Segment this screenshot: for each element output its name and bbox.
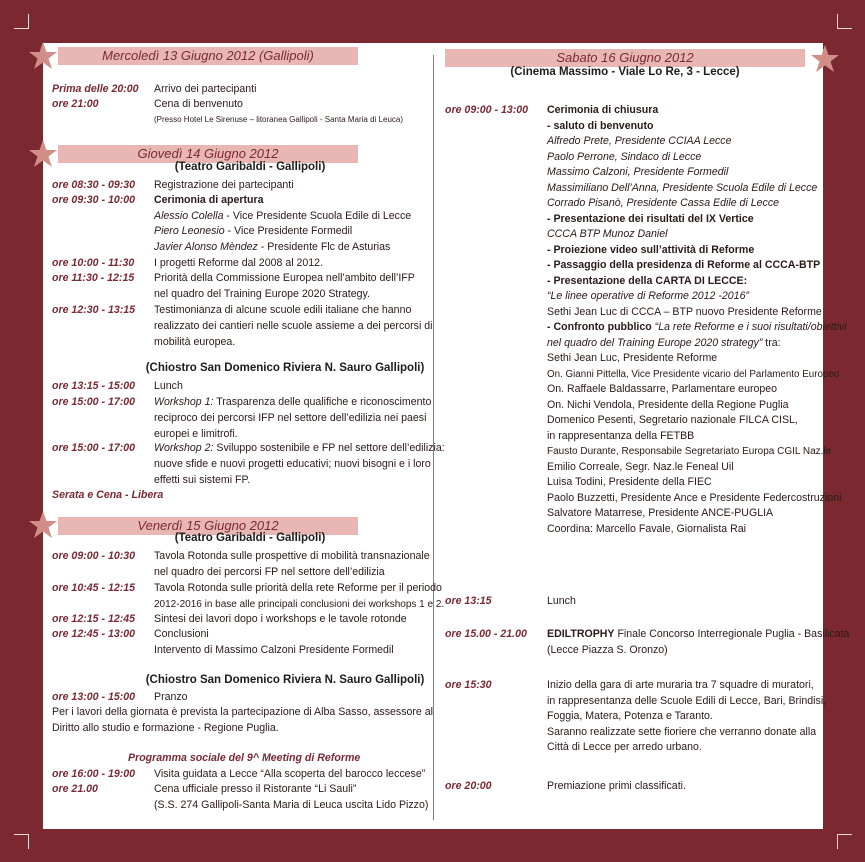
time-label: ore 16:00 - 19:00 [52, 768, 136, 780]
time-label: ore 20:00 [445, 780, 492, 792]
social-programme-title: Programma sociale del 9^ Meeting di Reforme [128, 752, 361, 764]
item-text: Lunch [154, 380, 183, 392]
time-label: ore 12:15 - 12:45 [52, 613, 136, 625]
time-label: ore 15:00 - 17:00 [52, 396, 136, 408]
time-label: ore 13:15 [445, 595, 492, 607]
day-banner-wednesday [58, 47, 358, 65]
venue-label: (Teatro Garibaldi - Gallipoli) [174, 532, 326, 544]
speaker: Alessio Colella - Vice Presidente Scuola Edile di Lecce [154, 210, 412, 222]
item-text: Inizio della gara di arte muraria tra 7 squadre di muratori, in rappresentanza delle Scuole Edili di Lecce, Bari, Brindisi, Foggia, Matera, Potenza e Taranto. Saranno realizzate sette fioriere che verranno donate alla Città di Lecce per arredo urbano. [547, 679, 827, 753]
time-label: ore 09:00 - 10:30 [52, 550, 136, 562]
item-text: effetti sui sistemi FP. [154, 474, 251, 486]
item-text: nuove sfide e nuovi progetti educativi; nuovi bisogni e i loro [154, 458, 431, 470]
item-text: Pranzo [154, 691, 188, 703]
item-text: EDILTROPHY Finale Concorso Interregionale Puglia - Basilicata [547, 628, 850, 640]
speaker: Javier Alonso Mèndez - Presidente Flc de Asturias [154, 241, 391, 253]
day-note: Per i lavori della giornata è prevista la partecipazione di Alba Sasso, assessore al Diritto allo studio e formazione - Regione Puglia. [52, 706, 433, 734]
time-label: ore 08:30 - 09:30 [52, 179, 136, 191]
item-text: Conclusioni [154, 628, 209, 640]
time-label: ore 15.00 - 21.00 [445, 628, 527, 640]
item-text: Workshop 2: Sviluppo sostenibile e FP nel settore dell’edilizia: [154, 442, 445, 454]
item-text: Testimonianza di alcune scuole edili italiane che hanno [154, 304, 412, 316]
item-text: I progetti Reforme dal 2008 al 2012. [154, 257, 324, 269]
time-label: ore 12:45 - 13:00 [52, 628, 136, 640]
item-text: Sintesi dei lavori dopo i workshops e le tavole rotonde [154, 613, 407, 625]
venue-label: (Cinema Massimo - Viale Lo Re, 3 - Lecce) [510, 66, 740, 78]
item-text: mobilità europea. [154, 336, 236, 348]
time-label: Prima delle 20:00 [52, 83, 139, 95]
time-label: ore 09:00 - 13:00 [445, 104, 529, 116]
item-text: realizzato dei cantieri nelle scuole assieme a dei percorsi di [154, 320, 433, 332]
star-icon [28, 139, 58, 169]
item-text: (Lecce Piazza S. Oronzo) [547, 644, 668, 656]
item-text: Tavola Rotonda sulle prospettive di mobilità transnazionale [154, 550, 430, 562]
crop-mark-top-right [837, 14, 852, 29]
item-text: Lunch [547, 595, 576, 607]
star-icon [28, 41, 58, 71]
day-title: Sabato 16 Giugno 2012 [556, 50, 694, 65]
item-text: Registrazione dei partecipanti [154, 179, 294, 191]
item-text: Cena ufficiale presso il Ristorante “Li Sauli” [154, 783, 357, 795]
item-text: Workshop 1: Trasparenza delle qualifiche e riconoscimento [154, 396, 432, 408]
item-text: Premiazione primi classificati. [547, 780, 686, 792]
crop-mark-bottom-left [14, 834, 29, 849]
item-text: nel quadro del Training Europe 2020 Strategy. [154, 288, 370, 300]
time-label: ore 12:30 - 13:15 [52, 304, 136, 316]
item-text: Arrivo dei partecipanti [154, 83, 257, 95]
evening-note: Serata e Cena - Libera [52, 489, 164, 501]
day-title: Mercoledì 13 Giugno 2012 (Gallipoli) [102, 48, 314, 63]
item-text: Tavola Rotonda sulle priorità della rete Reforme per il periodo [154, 582, 442, 594]
day-title: Venerdì 15 Giugno 2012 [137, 518, 279, 533]
venue-label: (Teatro Garibaldi - Gallipoli) [174, 161, 326, 173]
item-text: Cerimonia di apertura [154, 194, 264, 206]
item-text: reciproco dei percorsi IFP nel settore dell’edilizia nei paesi [154, 412, 427, 424]
time-label: ore 10:45 - 12:15 [52, 582, 136, 594]
item-text: (S.S. 274 Gallipoli-Santa Maria di Leuca uscita Lido Pizzo) [154, 799, 429, 811]
column-divider [433, 55, 434, 820]
item-text: Priorità della Commissione Europea nell’ambito dell’IFP [154, 272, 415, 284]
item-text: Visita guidata a Lecce “Alla scoperta del barocco leccese” [154, 768, 426, 780]
item-text: 2012-2016 in base alle principali conclusioni dei workshops 1 e 2. [154, 599, 445, 610]
crop-mark-top-left [14, 14, 29, 29]
day-banner-saturday [445, 49, 805, 67]
time-label: ore 21.00 [52, 783, 98, 795]
time-label: ore 15:30 [445, 679, 492, 691]
time-label: ore 21:00 [52, 98, 99, 110]
venue-label: (Chiostro San Domenico Riviera N. Sauro Gallipoli) [145, 362, 425, 374]
item-note: (Presso Hotel Le Sirenuse – litoranea Gallipoli - Santa Maria di Leuca) [154, 115, 404, 124]
time-label: ore 13:00 - 15:00 [52, 691, 136, 703]
speaker: Piero Leonesio - Vice Presidente Formedil [154, 225, 353, 237]
item-text: europei e limitrofi. [154, 428, 238, 440]
time-label: ore 15:00 - 17:00 [52, 442, 136, 454]
day-title: Giovedì 14 Giugno 2012 [137, 146, 279, 161]
time-label: ore 10:00 - 11:30 [52, 257, 135, 269]
ceremony-lines: Cerimonia di chiusura - saluto di benvenuto Alfredo Prete, Presidente CCIAA Lecce Paolo Perrone, Sindaco di Lecce Massimo Calzoni, Presidente Formedil Massimiliano Dell’Anna, Presidente Scuola Edile di Lecce Corrado Pisanò, Presidente Cassa Edile di Lecce - Presentazione dei risultati del IX Vertice CCCA BTP Munoz Daniel - Proiezione video sull’attività di Reforme - Passaggio della presidenza di Reforme al CCCA-BTP - Presentazione della CARTA DI LECCE: “Le linee operative di Reforme 2012 -2016” Sethi Jean Luc di CCCA – BTP nuovo Presidente Reforme - Confronto pubblico “La rete Reforme e i suoi risultati/obiettivi nel quadro del Training Europe 2020 strategy” tra: Sethi Jean Luc, Presidente Reforme On. Gianni Pittella, Vice Presidente vicario del Parlamento Europeo On. Raffaele Baldassarre, Parlamentare europeo On. Nichi Vendola, Presidente della Regione Puglia Domenico Pesenti, Segretario nazionale FILCA CISL, in rappresentanza della FETBB Fausto Durante, Responsabile Segretariato Europa CGIL Naz.le Emilio Correale, Segr. Naz.le Feneal Uil Luisa Todini, Presidente della FIEC Paolo Buzzetti, Presidente Ance e Presidente Federcostruzioni Salvatore Matarrese, Presidente ANCE-PUGLIA Coordina: Marcello Favale, Giornalista Rai [547, 104, 847, 535]
time-label: ore 13:15 - 15:00 [52, 380, 136, 392]
star-icon [28, 510, 58, 540]
star-icon [810, 44, 840, 74]
time-label: ore 09:30 - 10:00 [52, 194, 136, 206]
item-text: Cena di benvenuto [154, 98, 243, 110]
crop-mark-bottom-right [837, 834, 852, 849]
venue-label: (Chiostro San Domenico Riviera N. Sauro Gallipoli) [145, 674, 425, 686]
item-text: nel quadro dei percorsi FP nel settore dell’edilizia [154, 566, 385, 578]
item-text: Intervento di Massimo Calzoni Presidente Formedil [154, 644, 394, 656]
time-label: ore 11:30 - 12:15 [52, 272, 135, 284]
